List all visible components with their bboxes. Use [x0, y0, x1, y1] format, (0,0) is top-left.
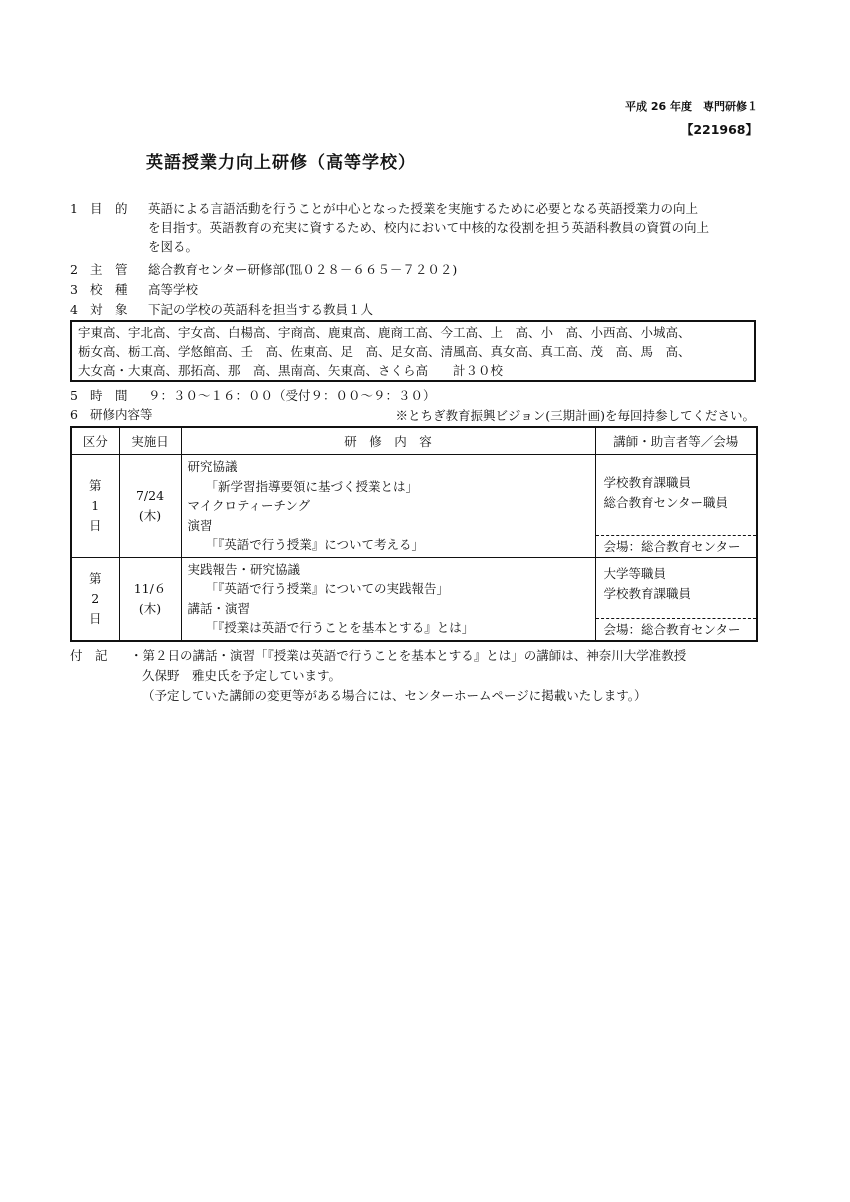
instructor-line: 学校教育課職員: [603, 475, 692, 490]
note-line: ・第２日の講話・演習「『授業は英語で行うことを基本とする』とは」の講師は、神奈川大学准教授: [130, 648, 687, 663]
table-row: [71, 557, 757, 641]
content-line: マイクロティーチング: [187, 498, 311, 513]
division-char: 2: [91, 590, 100, 606]
content-line: 実践報告・研究協議: [187, 561, 301, 577]
division-char: 第: [88, 570, 102, 586]
day-date: [119, 557, 181, 641]
day-instructors: [595, 557, 757, 641]
header-instructors: 講師・助言者等／会場: [595, 427, 757, 455]
item-label: 対 象: [90, 302, 128, 317]
item-number: 2: [70, 262, 78, 277]
item-time: [70, 386, 770, 405]
content-line: 講話・演習: [187, 600, 251, 616]
instructor-line: 学校教育課職員: [603, 585, 692, 601]
school-list-line: 宇東高、宇北高、宇女高、白楊高、宇商高、鹿東高、鹿商工高、今工高、上 高、小 高、小西高、小城高、: [78, 325, 691, 340]
date-text: 7/24: [135, 487, 165, 503]
header-content: 研 修 内 容: [181, 427, 595, 455]
item-value: 高等学校: [148, 282, 199, 297]
item-value: [148, 199, 764, 256]
item-label: 校 種: [90, 282, 128, 297]
day-date: [119, 455, 181, 558]
item-target: [70, 300, 770, 319]
item-value: 総合教育センター研修部(℡０２８－６６５－７２０２): [148, 262, 458, 277]
venue-label: 会場：総合教育センター: [596, 535, 757, 557]
school-list-box: [70, 320, 756, 382]
item-label: 研修内容等: [90, 407, 153, 422]
item-number: 4: [70, 302, 78, 317]
day-division: [71, 455, 119, 558]
content-line: 「『授業は英語で行うことを基本とする』とは」: [205, 620, 475, 635]
item-number: 6: [70, 407, 78, 422]
content-line: 「新学習指導要領に基づく授業とは」: [205, 478, 419, 494]
notes-section: [70, 646, 830, 710]
item-organizer: [70, 260, 770, 279]
day-division: [71, 557, 119, 641]
instructor-line: 総合教育センター職員: [603, 495, 729, 510]
notes-body: [130, 646, 830, 706]
weekday-text: (木): [138, 507, 162, 523]
table-row: [71, 455, 757, 558]
program-label: 平成 26 年度 専門研修１: [625, 100, 758, 113]
school-list-line: 栃女高、栃工高、学悠館高、壬 高、佐東高、足 高、足女高、清風高、真女高、真工高、茂 高、馬 高、: [78, 344, 691, 359]
text-line: を目指す。英語教育の充実に資するため、校内において中核的な役割を担う英語科教員の資質の向上: [148, 220, 710, 235]
division-char: 1: [91, 497, 100, 513]
division-char: 日: [88, 517, 102, 533]
course-code: 【221968】: [680, 122, 758, 137]
item-value: 下記の学校の英語科を担当する教員１人: [148, 302, 374, 317]
day-instructors: [595, 455, 757, 558]
item-label: 時 間: [90, 388, 128, 403]
date-text: 11/６: [133, 580, 167, 596]
item-number: 5: [70, 388, 78, 403]
header-date: 実施日: [119, 427, 181, 455]
content-line: 研究協議: [187, 459, 238, 474]
item-purpose: [70, 199, 770, 259]
day-content: [181, 557, 595, 641]
weekday-text: (木): [138, 600, 162, 616]
table-header-row: [71, 427, 757, 455]
instructor-line: 大学等職員: [603, 565, 667, 581]
item-value: ９：３０～１６：００（受付９：００～９：３０）: [148, 388, 436, 403]
division-char: 日: [88, 610, 102, 626]
content-line: 演習: [187, 517, 213, 533]
text-line: を図る。: [148, 239, 199, 254]
item-contents: [70, 405, 370, 424]
venue-label: 会場：総合教育センター: [596, 618, 757, 640]
day-content: [181, 455, 595, 558]
item-number: 1: [70, 201, 78, 216]
item-school-type: [70, 280, 770, 299]
page-title: 英語授業力向上研修（高等学校）: [146, 153, 416, 173]
schedule-table: [70, 426, 758, 642]
item-label: 主 管: [90, 262, 128, 277]
division-char: 第: [88, 477, 102, 493]
note-line: （予定していた講師の変更等がある場合には、センターホームページに掲載いたします。）: [142, 688, 647, 703]
content-line: 「『英語で行う授業』について考える」: [205, 537, 425, 552]
note-line: 久保野 雅史氏を予定しています。: [142, 668, 342, 683]
item-label: 目 的: [90, 201, 128, 216]
text-line: 英語による言語活動を行うことが中心となった授業を実施するために必要となる英語授業力の向上: [148, 201, 699, 216]
content-line: 「『英語で行う授業』についての実践報告」: [205, 581, 450, 596]
notes-label: 付 記: [70, 648, 108, 663]
item-number: 3: [70, 282, 78, 297]
header-division: 区分: [71, 427, 119, 455]
school-list-line: 大女高・大東高、那拓高、那 高、黒南高、矢東高、さくら高 計３０校: [78, 363, 504, 378]
bring-note: ※とちぎ教育振興ビジョン(三期計画)を毎回持参してください。: [395, 408, 755, 423]
